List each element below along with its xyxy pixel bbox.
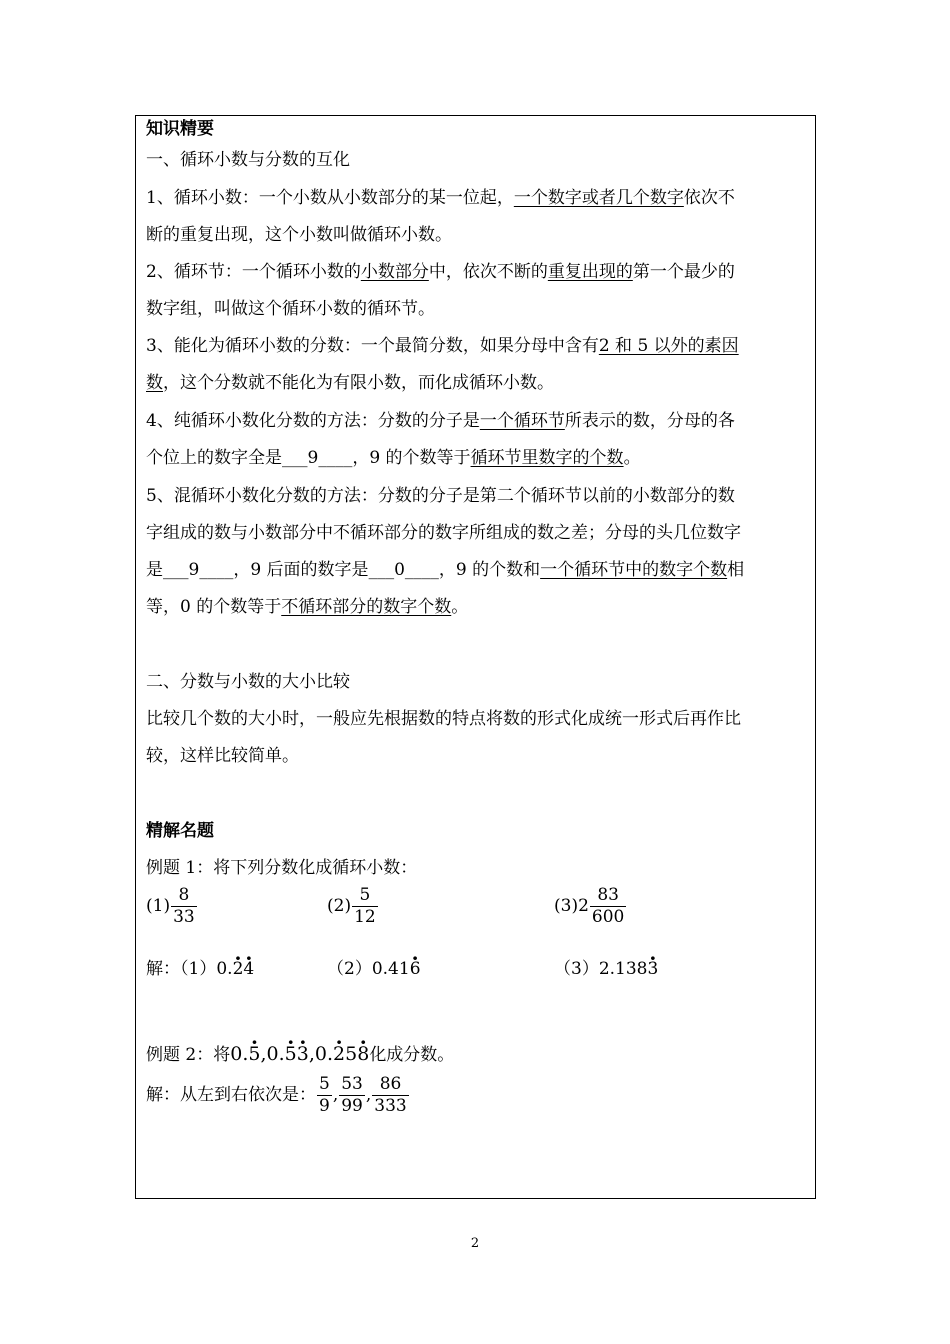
fraction: $\frac{83}{600}$ bbox=[591, 885, 625, 927]
paragraph-4-line-1: 4、纯循环小数化分数的方法：分数的分子是一个循环节所表示的数，分母的各 bbox=[146, 411, 735, 431]
section-2-line-1: 比较几个数的大小时，一般应先根据数的特点将数的形式化成统一形式后再作比 bbox=[146, 709, 741, 729]
paragraph-3-line-1: 3、能化为循环小数的分数：一个最简分数，如果分母中含有2 和 5 以外的素因 bbox=[146, 336, 739, 356]
example-1-answer-3: （3）2.138· 3 bbox=[554, 954, 658, 979]
fraction: $\frac{5}{12}$ bbox=[354, 885, 376, 927]
paragraph-5-line-3: 是___9____，9 后面的数字是___0____，9 的个数和一个循环节中的数字个数相 bbox=[146, 560, 745, 580]
page-number: 2 bbox=[470, 1236, 480, 1251]
section-heading-knowledge: 知识精要 bbox=[146, 119, 214, 139]
paragraph-1-line-2: 断的重复出现，这个小数叫做循环小数。 bbox=[146, 225, 452, 245]
section-2-line-2: 较，这样比较简单。 bbox=[146, 746, 299, 766]
example-1-answer-2: （2）0.41· 6 bbox=[327, 954, 421, 979]
example-2-title: 例题 2：将0.· 5,0.· 5· 3,0.· 25· 8化成分数。 bbox=[146, 1040, 454, 1065]
paragraph-5-line-4: 等，0 的个数等于不循环部分的数字个数。 bbox=[146, 597, 469, 617]
fraction: $\frac{53}{99}$ bbox=[341, 1074, 363, 1116]
paragraph-4-line-2: 个位上的数字全是___9____，9 的个数等于循环节里数字的个数。 bbox=[146, 448, 641, 468]
example-1-item-3: (3)2 $\frac{83}{600}$ bbox=[554, 885, 625, 927]
paragraph-5-line-1: 5、混循环小数化分数的方法：分数的分子是第二个循环节以前的小数部分的数 bbox=[146, 486, 735, 506]
section-heading-examples: 精解名题 bbox=[146, 821, 214, 841]
fraction: $\frac{8}{33}$ bbox=[173, 885, 195, 927]
example-1-item-2: (2) $\frac{5}{12}$ bbox=[327, 885, 376, 927]
example-1-solution: 解：（1）0.· 2· 4 bbox=[146, 954, 254, 979]
section-title-1: 一、循环小数与分数的互化 bbox=[146, 150, 350, 170]
fraction: $\frac{5}{9}$ bbox=[319, 1074, 330, 1116]
paragraph-2-line-1: 2、循环节：一个循环小数的小数部分中，依次不断的重复出现的第一个最少的 bbox=[146, 262, 735, 282]
fraction: $\frac{86}{333}$ bbox=[374, 1074, 407, 1116]
example-1-title: 例题 1：将下列分数化成循环小数： bbox=[146, 858, 418, 878]
section-title-2: 二、分数与小数的大小比较 bbox=[146, 672, 350, 692]
paragraph-5-line-2: 字组成的数与小数部分中不循环部分的数字所组成的数之差；分母的头几位数字 bbox=[146, 523, 741, 543]
paragraph-3-line-2: 数，这个分数就不能化为有限小数，而化成循环小数。 bbox=[146, 373, 554, 393]
example-2-solution: 解：从左到右依次是： $\frac{5}{9}$ , $\frac{53}{99}$ , $\frac{86}{333}$ bbox=[146, 1074, 407, 1116]
example-1-item-1: (1) $\frac{8}{33}$ bbox=[146, 885, 195, 927]
paragraph-2-line-2: 数字组，叫做这个循环小数的循环节。 bbox=[146, 299, 435, 319]
paragraph-1-line-1: 1、循环小数：一个小数从小数部分的某一位起，一个数字或者几个数字依次不 bbox=[146, 188, 735, 208]
repeating-decimal-list: 0.· 5,0.· 5· 3,0.· 25· 8 bbox=[230, 1043, 369, 1065]
